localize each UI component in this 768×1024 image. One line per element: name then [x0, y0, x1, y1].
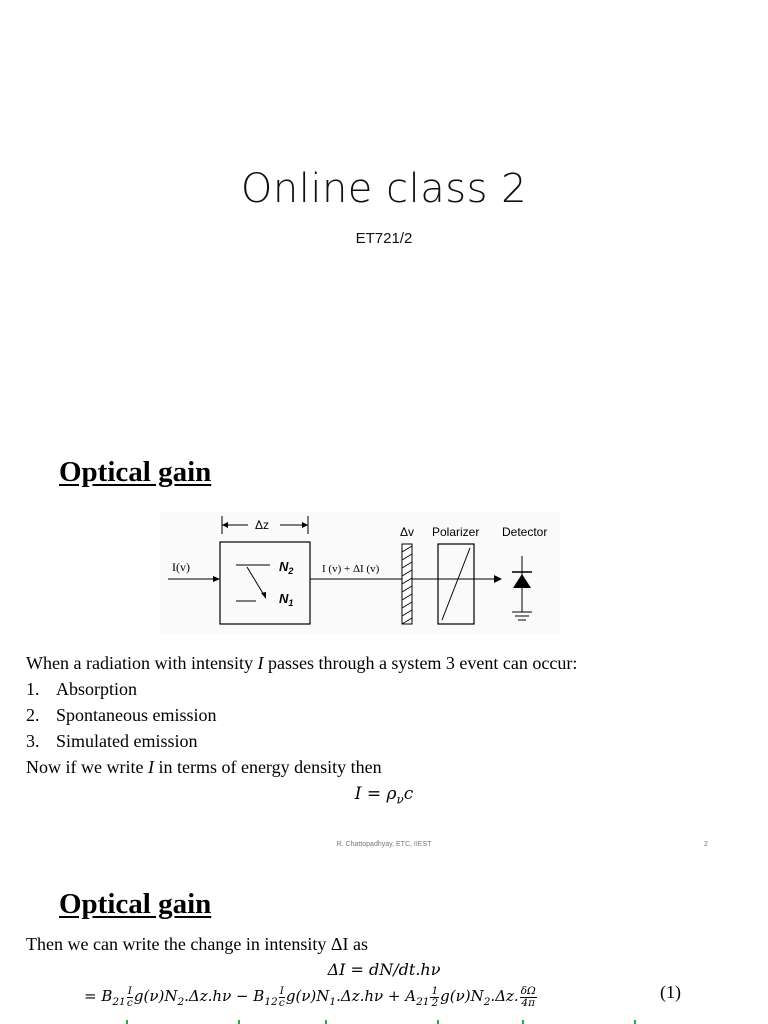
list-item: 2. Spontaneous emission: [26, 705, 217, 725]
intensity-equation: $I = \rho_\nu c$: [354, 784, 414, 807]
event-list: [26, 676, 217, 754]
label-output-intensity: I (v) + ΔI (v): [322, 563, 380, 575]
bandpass-filter: [402, 544, 412, 624]
list-item: 3. Simulated emission: [26, 731, 198, 751]
annotation-mark: [634, 1020, 636, 1024]
slide-footer: R. Chattopadhyay, ETC, IIEST: [336, 841, 432, 848]
page-number: 2: [704, 841, 708, 848]
intro-sentence: Then we can write the change in intensity ΔI as: [26, 934, 368, 954]
optical-gain-slide: [0, 432, 768, 864]
optical-gain-diagram: [160, 512, 560, 634]
list-item: 1. Absorption: [26, 679, 137, 699]
label-delta-v: Δv: [400, 525, 415, 539]
annotation-mark: [437, 1020, 439, 1024]
equation-number: (1): [660, 982, 681, 1002]
label-n2: $N_2$: [279, 559, 294, 576]
intro-sentence: When a radiation with intensity I passes through a system 3 event can occur:: [26, 653, 578, 673]
annotation-mark: [238, 1020, 240, 1024]
slide-subtitle: ET721/2: [355, 230, 413, 247]
annotation-mark: [325, 1020, 327, 1024]
label-input-intensity: I(v): [172, 560, 190, 574]
label-polarizer: Polarizer: [432, 525, 480, 539]
annotation-mark: [126, 1020, 128, 1024]
label-n1: $N_1$: [279, 591, 294, 608]
density-sentence: Now if we write I in terms of energy density then: [26, 757, 382, 777]
rate-equation: = $B_{21}$ $\frac{I}{c}$ $g(\nu)N_2.\Delta z.h\nu - B_{12}$ $\frac{I}{c}$ $g(\nu)N_1.\Delta z.h\nu + A_{21}$ $\frac{1}{2}$ $g(\nu)N_2.\Delta z$. $\frac{\delta\Omega}{4\pi}$: [84, 985, 536, 1009]
slide-heading: Optical gain: [59, 456, 212, 488]
label-detector: Detector: [502, 525, 548, 539]
annotation-mark: [522, 1020, 524, 1024]
title-slide: [0, 0, 768, 432]
intensity-change-equation: ΔI = dN/dt.hν: [327, 960, 441, 979]
slide-title: Online class 2: [240, 166, 528, 212]
optical-gain-slide-continued: [0, 864, 768, 1024]
slide-heading: Optical gain: [59, 888, 212, 920]
label-delta-z: Δz: [255, 518, 270, 532]
